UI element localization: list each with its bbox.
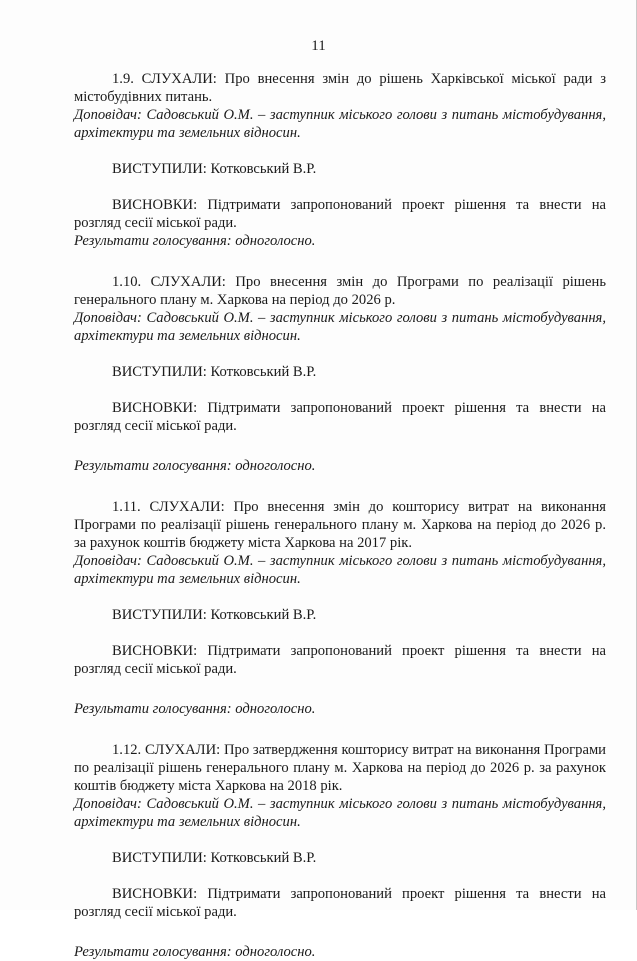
conclusions-text: Підтримати запропонований проект рішення та внести на розгляд сесії міської ради. [74,886,606,920]
heard-text: Про внесення змін до рішень Харківської міської ради з містобудівних питань. [74,71,607,105]
document-body [74,70,606,961]
conclusions-paragraph [74,642,606,678]
vote-text: одноголосно. [235,233,316,249]
page-number: 11 [311,38,326,54]
spoke-label: ВИСТУПИЛИ: [112,607,207,623]
spoke-paragraph [74,606,606,624]
spoke-paragraph [74,160,606,178]
agenda-item-1-9 [74,70,606,250]
speaker-paragraph [74,552,606,588]
spoke-text: Котковський В.Р. [210,607,317,623]
conclusions-paragraph [74,399,606,435]
speaker-label: Доповідач: [74,553,142,569]
vote-paragraph [74,943,606,961]
heard-label: 1.10. СЛУХАЛИ: [112,274,226,290]
heard-label: 1.11. СЛУХАЛИ: [112,499,225,515]
conclusions-label: ВИСНОВКИ: [112,197,198,213]
vote-text: одноголосно. [235,458,316,474]
conclusions-label: ВИСНОВКИ: [112,886,198,902]
vote-paragraph [74,232,606,250]
agenda-item-1-12 [74,741,606,961]
vote-paragraph [74,457,606,475]
spoke-label: ВИСТУПИЛИ: [112,364,207,380]
speaker-paragraph [74,309,606,345]
heard-paragraph [74,498,606,552]
vote-text: одноголосно. [235,701,316,717]
heard-text: Про затвердження кошторису витрат на виконання Програми по реалізації рішень генерального плану м. Харкова на період до 2026 р. за рахунок коштів бюджету міста Харкова на 2018 рік. [74,742,606,794]
speaker-label: Доповідач: [74,310,142,326]
speaker-text: Садовський О.М. – заступник міського голови з питань містобудування, архітектури та земельних відносин. [74,553,606,587]
conclusions-text: Підтримати запропонований проект рішення та внести на розгляд сесії міської ради. [74,197,606,231]
spoke-label: ВИСТУПИЛИ: [112,850,207,866]
spoke-text: Котковський В.Р. [210,161,317,177]
agenda-item-1-10 [74,273,606,475]
agenda-item-1-11 [74,498,606,718]
heard-label: 1.12. СЛУХАЛИ: [112,742,221,758]
heard-label: 1.9. СЛУХАЛИ: [112,71,217,87]
vote-paragraph [74,700,606,718]
heard-paragraph [74,741,606,795]
vote-text: одноголосно. [235,944,316,960]
speaker-paragraph [74,106,606,142]
conclusions-text: Підтримати запропонований проект рішення та внести на розгляд сесії міської ради. [74,400,606,434]
heard-text: Про внесення змін до Програми по реалізації рішень генерального плану м. Харкова на період до 2026 р. [74,274,606,308]
speaker-text: Садовський О.М. – заступник міського голови з питань містобудування, архітектури та земельних відносин. [74,796,606,830]
heard-paragraph [74,273,606,309]
spoke-paragraph [74,363,606,381]
conclusions-paragraph [74,196,606,232]
vote-label: Результати голосування: [74,458,232,474]
spoke-paragraph [74,849,606,867]
spoke-text: Котковський В.Р. [210,850,317,866]
speaker-text: Садовський О.М. – заступник міського голови з питань містобудування, архітектури та земельних відносин. [74,107,606,141]
heard-text: Про внесення змін до кошторису витрат на виконання Програми по реалізації рішень генерального плану м. Харкова на період до 2026 р. за рахунок коштів бюджету міста Харкова на 2017 рік. [74,499,606,551]
vote-label: Результати голосування: [74,233,232,249]
speaker-paragraph [74,795,606,831]
speaker-label: Доповідач: [74,796,142,812]
speaker-label: Доповідач: [74,107,142,123]
speaker-text: Садовський О.М. – заступник міського голови з питань містобудування, архітектури та земельних відносин. [74,310,606,344]
heard-paragraph [74,70,606,106]
spoke-label: ВИСТУПИЛИ: [112,161,207,177]
conclusions-label: ВИСНОВКИ: [112,643,198,659]
conclusions-text: Підтримати запропонований проект рішення та внести на розгляд сесії міської ради. [74,643,606,677]
conclusions-label: ВИСНОВКИ: [112,400,198,416]
spoke-text: Котковський В.Р. [210,364,317,380]
vote-label: Результати голосування: [74,944,232,960]
conclusions-paragraph [74,885,606,921]
vote-label: Результати голосування: [74,701,232,717]
